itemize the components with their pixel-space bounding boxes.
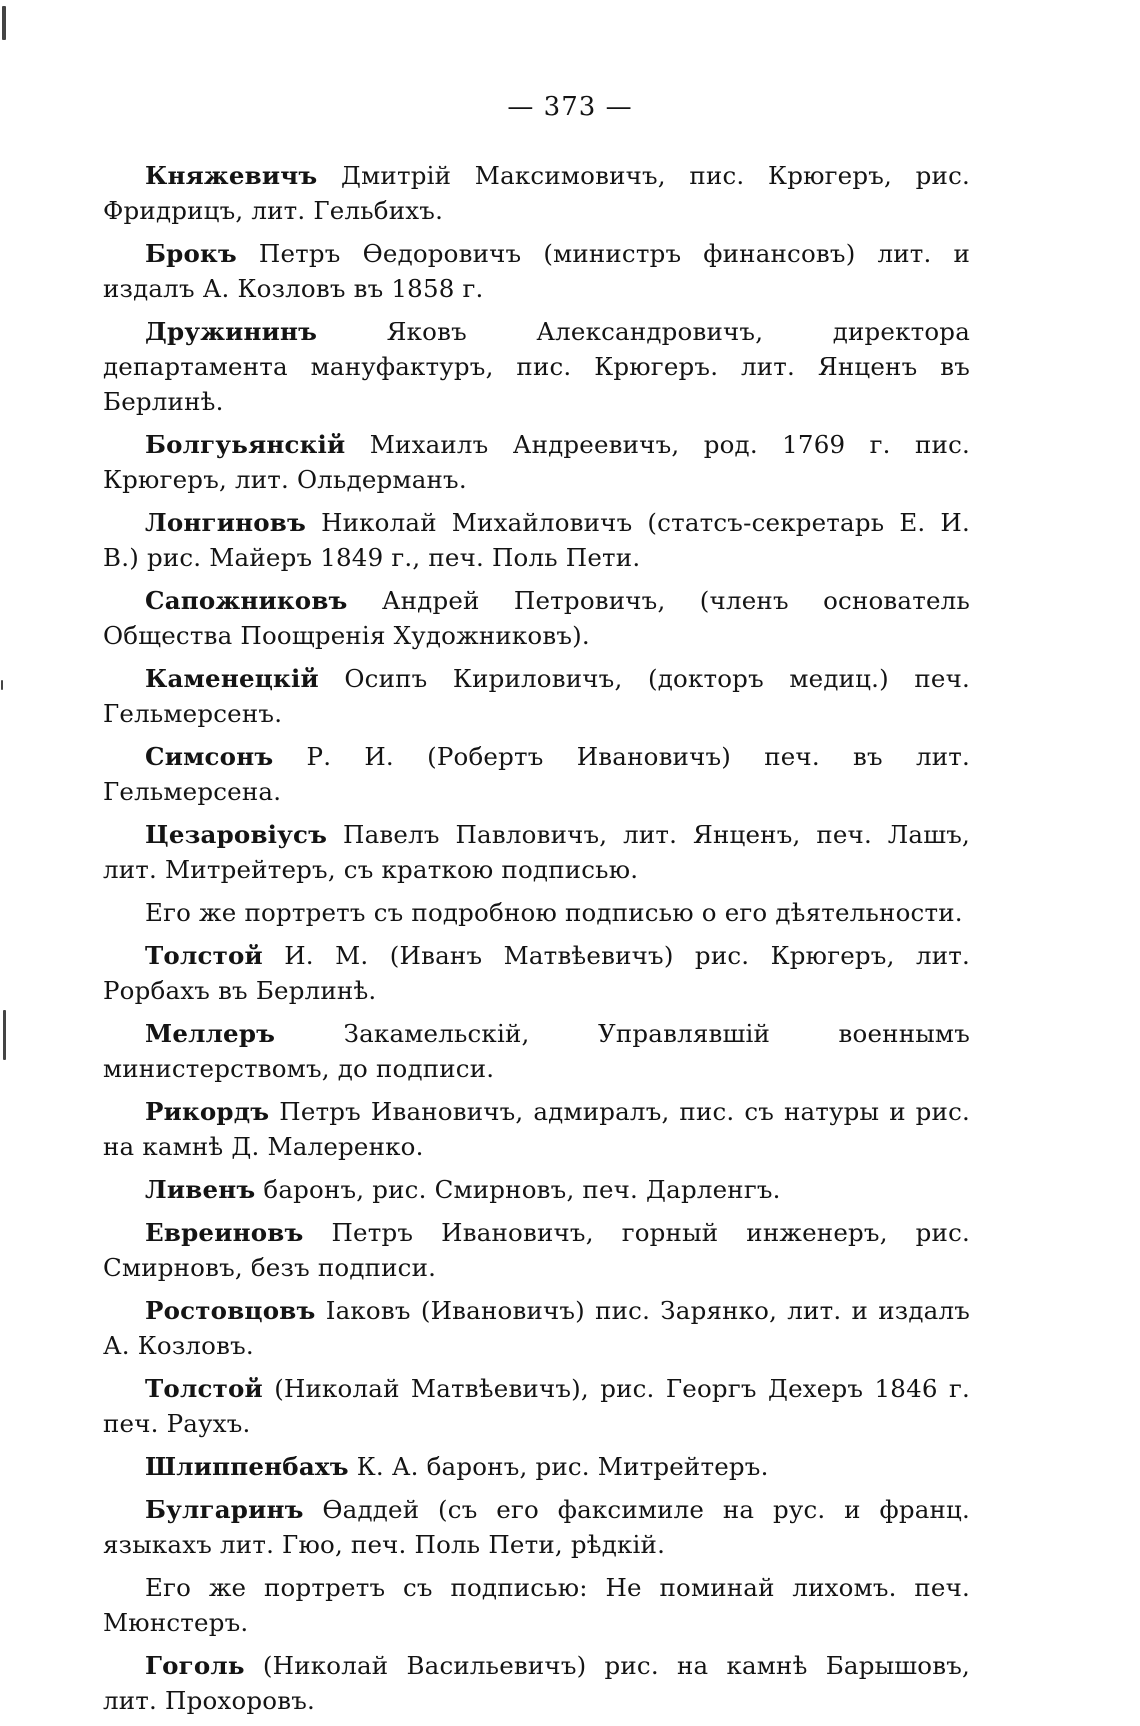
entry-name: Евреиновъ (145, 1218, 304, 1247)
entry (103, 739, 970, 809)
entry-name: Цезаровіусъ (145, 820, 328, 849)
entry-name: Толстой (145, 1374, 263, 1403)
entry-text: Дмитрій Максимовичъ, пис. Крюгеръ, рис. Фридрицъ, лит. Гельбихъ. (103, 161, 970, 225)
entry (103, 895, 970, 930)
page-number: — 373 — (507, 92, 633, 122)
scan-edge-mark (2, 6, 6, 40)
entry (103, 1492, 970, 1562)
entry (103, 427, 970, 497)
entry-text: Закамельскій, Управлявшій военнымъ министерствомъ, до подписи. (103, 1019, 970, 1083)
entry-text: Михаилъ Андреевичъ, род. 1769 г. пис. Крюгеръ, лит. Ольдерманъ. (103, 430, 970, 494)
entry-name: Болгуьянскій (145, 430, 346, 459)
entry-text: Его же портретъ съ подробною подписью о его дѣятельности. (145, 898, 963, 927)
entry-text: Осипъ Кириловичъ, (докторъ медиц.) печ. Гельмерсенъ. (103, 664, 970, 728)
entry (103, 505, 970, 575)
entry-name: Толстой (145, 941, 263, 970)
entry (103, 1293, 970, 1363)
entry (103, 1648, 970, 1718)
entry-text: Р. И. (Робертъ Ивановичъ) печ. въ лит. Гельмерсена. (103, 742, 970, 806)
entry-text: (Николай Матвѣевичъ), рис. Георгъ Дехеръ 1846 г. печ. Раухъ. (103, 1374, 970, 1438)
entry-name: Симсонъ (145, 742, 274, 771)
entry-text: Петръ Ивановичъ, горный инженеръ, рис. Смирновъ, безъ подписи. (103, 1218, 970, 1282)
entry (103, 817, 970, 887)
entry-list (103, 158, 970, 1726)
entry (103, 1570, 970, 1640)
entry-name: Сапожниковъ (145, 586, 348, 615)
entry (103, 1449, 970, 1484)
entry-name: Лонгиновъ (145, 508, 307, 537)
scan-edge-mark (3, 1010, 6, 1060)
entry (103, 1172, 970, 1207)
scan-edge-mark (1, 680, 3, 690)
entry (103, 236, 970, 306)
entry-text: Петръ Ивановичъ, адмиралъ, пис. съ натуры и рис. на камнѣ Д. Малеренко. (103, 1097, 970, 1161)
entry-text: К. А. баронъ, рис. Митрейтеръ. (356, 1452, 769, 1481)
entry-name: Булгаринъ (145, 1495, 304, 1524)
entry (103, 661, 970, 731)
entry-text: Петръ Өедоровичъ (министръ финансовъ) лит. и издалъ А. Козловъ въ 1858 г. (103, 239, 970, 303)
entry-name: Ростовцовъ (145, 1296, 316, 1325)
entry-text: Іаковъ (Ивановичъ) пис. Зарянко, лит. и издалъ А. Козловъ. (103, 1296, 971, 1360)
entry-text: Его же портретъ съ подписью: Не поминай лихомъ. печ. Мюнстеръ. (103, 1573, 970, 1637)
entry (103, 1371, 970, 1441)
entry-name: Княжевичъ (145, 161, 318, 190)
entry-name: Дружининъ (145, 317, 318, 346)
entry-text: Яковъ Александровичъ, директора департамента мануфактуръ, пис. Крюгеръ. лит. Янценъ въ Берлинѣ. (103, 317, 970, 416)
entry-text: Андрей Петровичъ, (членъ основатель Общества Поощренія Художниковъ). (103, 586, 970, 650)
entry (103, 583, 970, 653)
entry-name: Меллеръ (145, 1019, 276, 1048)
entry-name: Рикордъ (145, 1097, 270, 1126)
entry-name: Гоголь (145, 1651, 245, 1680)
entry (103, 1215, 970, 1285)
entry-text: И. М. (Иванъ Матвѣевичъ) рис. Крюгеръ, лит. Рорбахъ въ Берлинѣ. (103, 941, 970, 1005)
entry (103, 1016, 970, 1086)
entry (103, 938, 970, 1008)
entry-text: Павелъ Павловичъ, лит. Янценъ, печ. Лашъ, лит. Митрейтеръ, съ краткою подписью. (103, 820, 970, 884)
entry-text: баронъ, рис. Смирновъ, печ. Дарленгъ. (263, 1175, 781, 1204)
entry-name: Брокъ (145, 239, 237, 268)
entry (103, 158, 970, 228)
entry (103, 314, 970, 419)
entry-text: Николай Михайловичъ (статсъ-секретарь Е. И. В.) рис. Майеръ 1849 г., печ. Поль Пети. (103, 508, 970, 572)
entry-name: Каменецкій (145, 664, 319, 693)
entry-text: Өаддей (съ его факсимиле на рус. и франц. языкахъ лит. Гюо, печ. Поль Пети, рѣдкій. (103, 1495, 970, 1559)
entry-text: (Николай Васильевичъ) рис. на камнѣ Барышовъ, лит. Прохоровъ. (103, 1651, 970, 1715)
entry (103, 1094, 970, 1164)
entry-name: Шлиппенбахъ (145, 1452, 349, 1481)
entry-name: Ливенъ (145, 1175, 256, 1204)
